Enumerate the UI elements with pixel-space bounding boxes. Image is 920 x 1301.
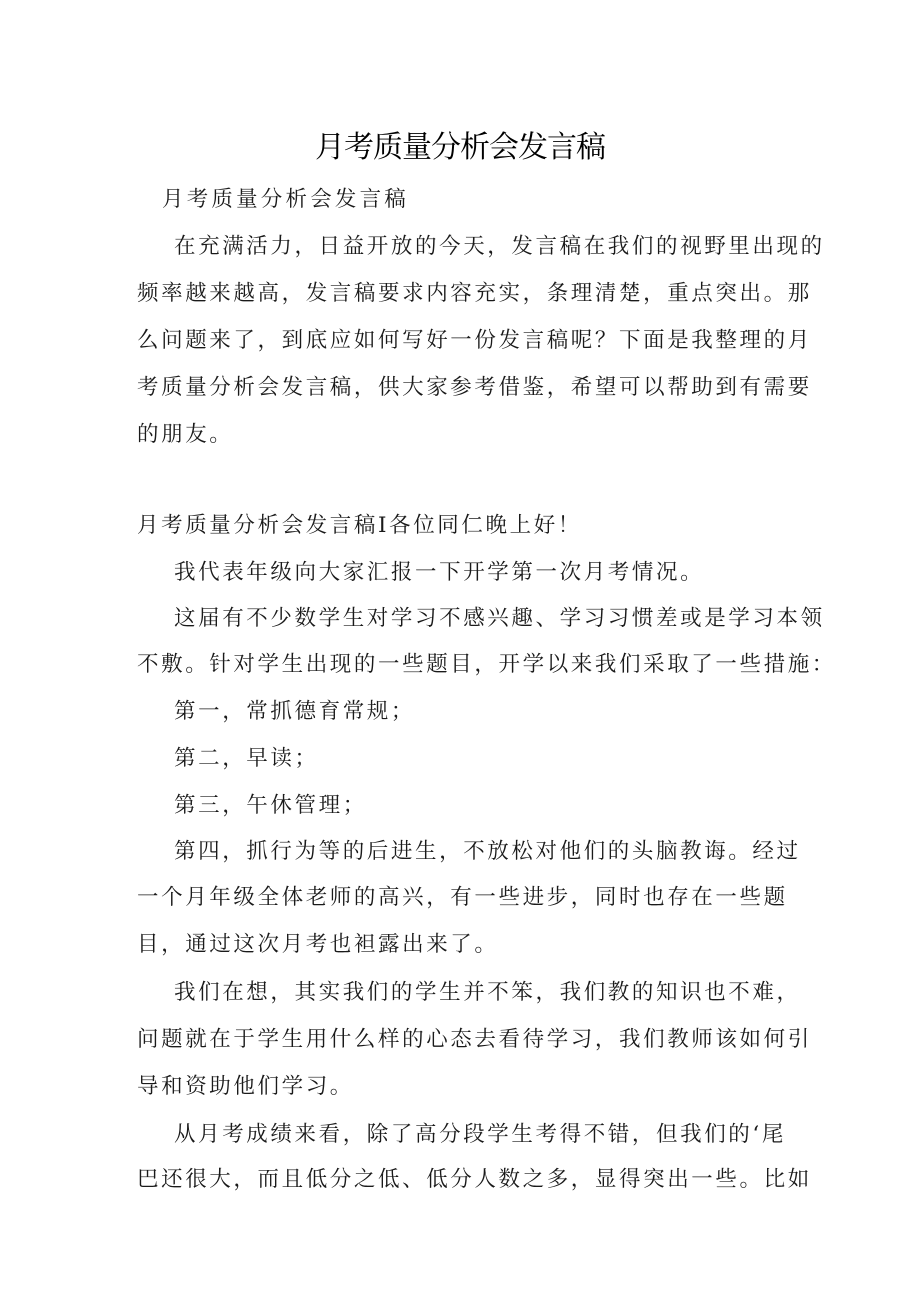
list-item: 第二，早读；: [174, 746, 319, 771]
section-heading: 月考质量分析会发言稿I各位同仁晚上好！: [137, 513, 582, 538]
paragraph-line: 我代表年级向大家汇报一下开学第一次月考情况。: [174, 560, 705, 585]
list-item: 第四，抓行为等的后进生，不放松对他们的头脑教诲。经过: [174, 839, 801, 864]
paragraph-line: 不敷。针对学生出现的一些题目，开学以来我们采取了一些措施：: [137, 652, 836, 677]
paragraph-line: 目，通过这次月考也袒露出来了。: [137, 932, 499, 957]
paragraph-line: 频率越来越高，发言稿要求内容充实，条理清楚，重点突出。那: [137, 281, 812, 306]
paragraph-line: 这届有不少数学生对学习不感兴趣、学习习惯差或是学习本领: [174, 606, 825, 631]
paragraph-line: 问题就在于学生用什么样的心态去看待学习，我们教师该如何引: [137, 1027, 812, 1052]
list-item: 第三，午休管理；: [174, 793, 367, 818]
paragraph-line: 巴还很大，而且低分之低、低分人数之多，显得突出一些。比如: [137, 1167, 812, 1192]
paragraph-line: 一个月年级全体老师的高兴，有一些进步，同时也存在一些题: [137, 885, 788, 910]
paragraph-line: 导和资助他们学习。: [137, 1074, 354, 1099]
paragraph-line: 从月考成绩来看，除了高分段学生考得不错，但我们的‘尾: [174, 1122, 786, 1147]
document-subtitle: 月考质量分析会发言稿: [162, 187, 410, 212]
paragraph-line: 我们在想，其实我们的学生并不笨，我们教的知识也不难，: [174, 980, 801, 1005]
document-title: 月考质量分析会发言稿: [315, 130, 605, 165]
list-item: 第一，常抓德育常规；: [174, 699, 416, 724]
paragraph-line: 的朋友。: [137, 422, 234, 447]
paragraph-line: 在充满活力，日益开放的今天，发言稿在我们的视野里出现的: [174, 234, 825, 259]
paragraph-line: 么问题来了，到底应如何写好一份发言稿呢？下面是我整理的月: [137, 328, 812, 353]
paragraph-line: 考质量分析会发言稿，供大家参考借鉴，希望可以帮助到有需要: [137, 375, 812, 400]
